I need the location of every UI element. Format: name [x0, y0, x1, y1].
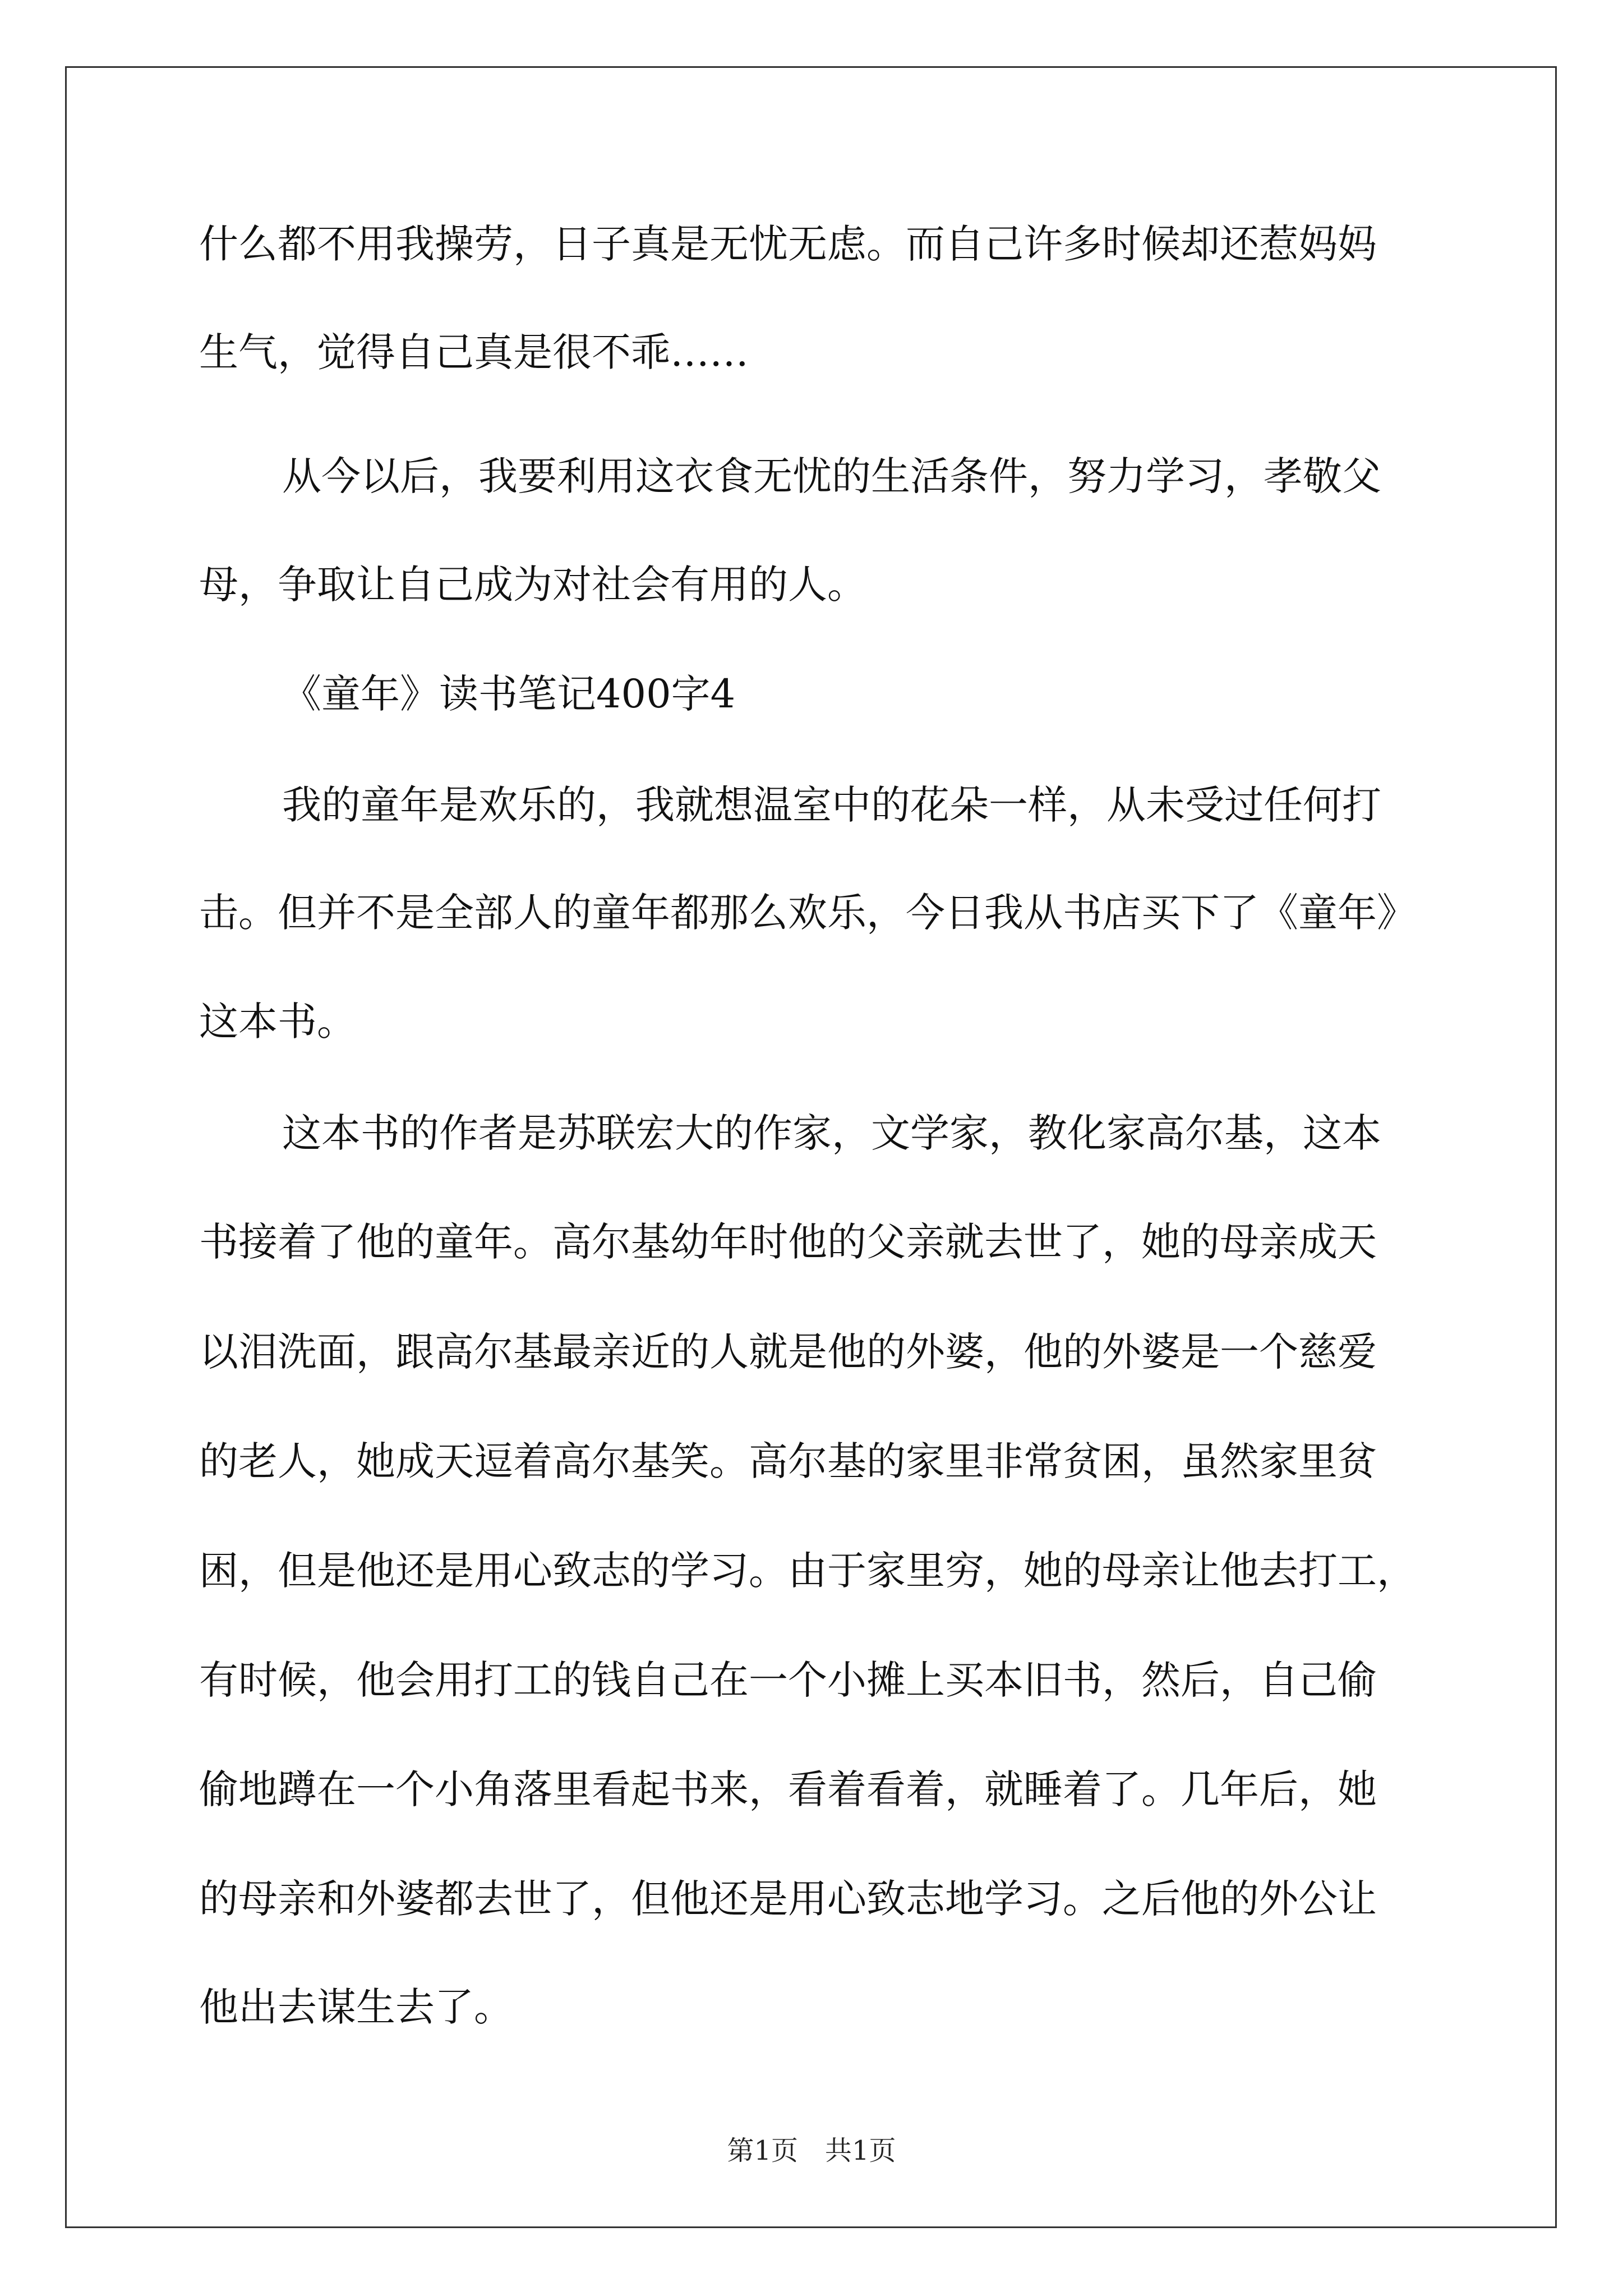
- text-line: 母，争取让自己成为对社会有用的人。: [199, 562, 866, 608]
- text-line: 书接着了他的童年。高尔基幼年时他的父亲就去世了，她的母亲成天: [199, 1219, 1377, 1265]
- text-line: 什么都不用我操劳，日子真是无忧无虑。而自己许多时候却还惹妈妈: [199, 221, 1377, 267]
- text-line: 击。但并不是全部人的童年都那么欢乐，今日我从书店买下了《童年》: [199, 890, 1416, 936]
- section-heading: 《童年》读书笔记400字4: [282, 671, 736, 717]
- text-line: 以泪洗面，跟高尔基最亲近的人就是他的外婆，他的外婆是一个慈爱: [199, 1329, 1377, 1375]
- page-number-footer: 第1页 共1页: [727, 2135, 896, 2166]
- text-line: 的母亲和外婆都去世了，但他还是用心致志地学习。之后他的外公让: [199, 1876, 1377, 1922]
- paragraph-first-line: 从今以后，我要利用这衣食无忧的生活条件，努力学习，孝敬父: [282, 453, 1381, 499]
- text-line: 这本书。: [199, 999, 356, 1045]
- text-line: 的老人，她成天逗着高尔基笑。高尔基的家里非常贫困，虽然家里贫: [199, 1438, 1377, 1484]
- text-line: 他出去谋生去了。: [199, 1984, 513, 2030]
- text-line: 偷地蹲在一个小角落里看起书来，看着看着，就睡着了。几年后，她: [199, 1766, 1377, 1812]
- text-line: 有时候，他会用打工的钱自己在一个小摊上买本旧书，然后，自己偷: [199, 1657, 1377, 1703]
- text-line: 困，但是他还是用心致志的学习。由于家里穷，她的母亲让他去打工，: [199, 1548, 1416, 1594]
- paragraph-first-line: 这本书的作者是苏联宏大的作家，文学家，教化家高尔基，这本: [282, 1110, 1381, 1156]
- text-line: 生气，觉得自己真是很不乖……: [199, 329, 749, 375]
- paragraph-first-line: 我的童年是欢乐的，我就想温室中的花朵一样，从未受过任何打: [282, 782, 1381, 828]
